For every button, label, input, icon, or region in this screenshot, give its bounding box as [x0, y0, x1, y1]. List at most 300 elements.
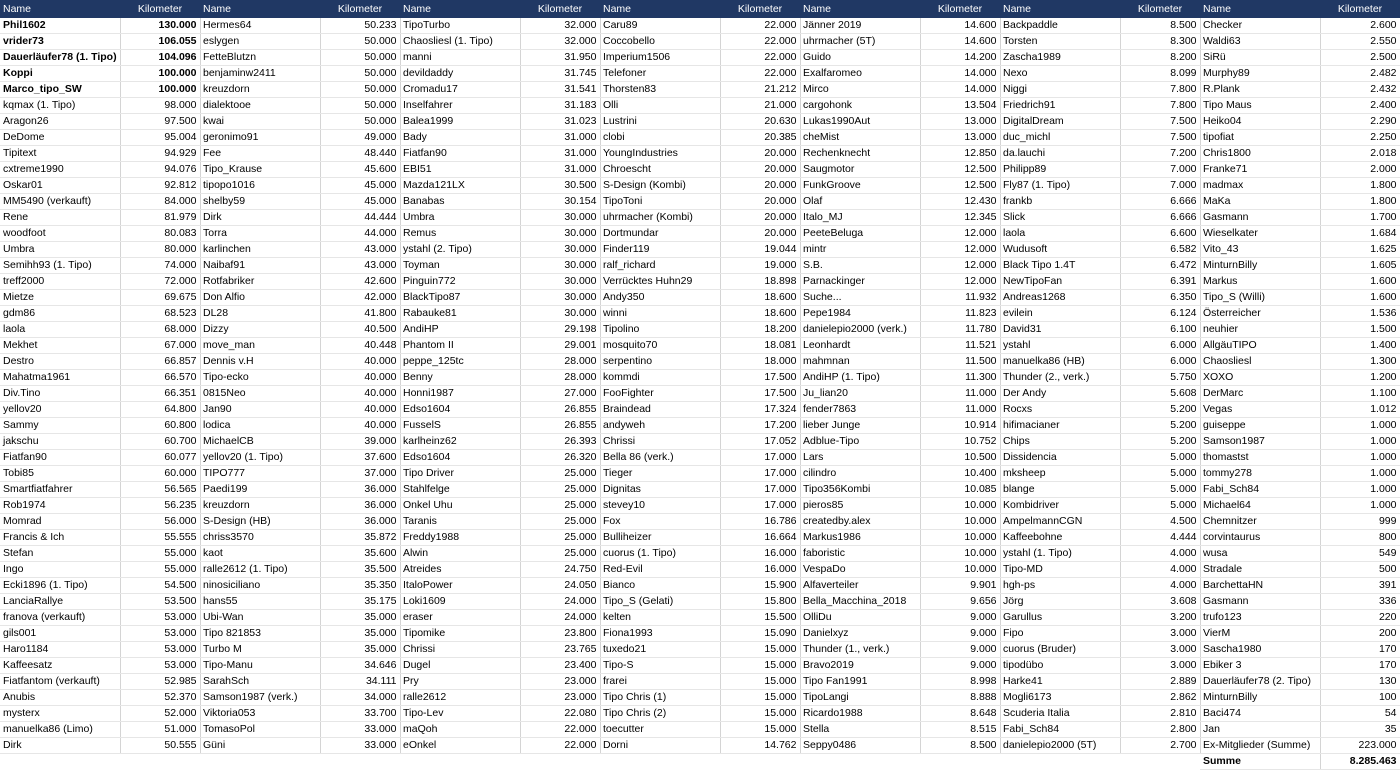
cell-name[interactable]: Dugel	[400, 658, 520, 674]
cell-kilometer[interactable]: 10.000	[920, 530, 1000, 546]
header-kilometer[interactable]: Kilometer	[720, 0, 800, 18]
cell-kilometer[interactable]: 25.000	[520, 466, 600, 482]
cell-name[interactable]: Mirco	[800, 82, 920, 98]
cell-kilometer[interactable]: 8.648	[920, 706, 1000, 722]
cell-kilometer[interactable]: 6.100	[1120, 322, 1200, 338]
cell-kilometer[interactable]: 12.000	[920, 258, 1000, 274]
cell-name[interactable]: VespaDo	[800, 562, 920, 578]
cell-name[interactable]: manuelka86 (Limo)	[0, 722, 120, 738]
cell-name[interactable]: tipopo1016	[200, 178, 320, 194]
cell-kilometer[interactable]: 67.000	[120, 338, 200, 354]
cell-kilometer[interactable]: 23.000	[520, 674, 600, 690]
cell-name[interactable]: Fiatfan90	[0, 450, 120, 466]
cell-name[interactable]: tipodübo	[1000, 658, 1120, 674]
cell-name[interactable]: Bulliheizer	[600, 530, 720, 546]
cell-kilometer[interactable]: 66.857	[120, 354, 200, 370]
cell-name[interactable]: cheMist	[800, 130, 920, 146]
cell-kilometer[interactable]: 50.000	[320, 34, 400, 50]
cell-name[interactable]: maQoh	[400, 722, 520, 738]
cell-kilometer[interactable]: 8.099	[1120, 66, 1200, 82]
cell-name[interactable]: S-Design (HB)	[200, 514, 320, 530]
cell-kilometer[interactable]: 31.745	[520, 66, 600, 82]
cell-kilometer[interactable]: 18.898	[720, 274, 800, 290]
cell-kilometer[interactable]: 1.100	[1320, 386, 1400, 402]
cell-name[interactable]: Rotfabriker	[200, 274, 320, 290]
cell-kilometer[interactable]: 500	[1320, 562, 1400, 578]
cell-kilometer[interactable]: 45.000	[320, 194, 400, 210]
cell-kilometer[interactable]: 25.000	[520, 498, 600, 514]
cell-kilometer[interactable]: 31.541	[520, 82, 600, 98]
cell-name[interactable]: AndiHP	[400, 322, 520, 338]
cell-kilometer[interactable]: 40.000	[320, 354, 400, 370]
header-name[interactable]: Name	[0, 0, 120, 18]
cell-name[interactable]: Stefan	[0, 546, 120, 562]
cell-name[interactable]: Sammy	[0, 418, 120, 434]
cell-kilometer[interactable]: 5.000	[1120, 450, 1200, 466]
cell-kilometer[interactable]: 100.000	[120, 66, 200, 82]
cell-kilometer[interactable]: 50.000	[320, 50, 400, 66]
cell-kilometer[interactable]: 15.000	[720, 642, 800, 658]
cell-kilometer[interactable]: 52.370	[120, 690, 200, 706]
cell-kilometer[interactable]: 23.000	[520, 690, 600, 706]
cell-name[interactable]: gdm86	[0, 306, 120, 322]
cell-kilometer[interactable]: 200	[1320, 626, 1400, 642]
cell-kilometer[interactable]: 12.850	[920, 146, 1000, 162]
cell-name[interactable]: Lars	[800, 450, 920, 466]
cell-kilometer[interactable]: 24.000	[520, 594, 600, 610]
cell-kilometer[interactable]: 549	[1320, 546, 1400, 562]
cell-kilometer[interactable]: 24.050	[520, 578, 600, 594]
cell-name[interactable]: madmax	[1200, 178, 1320, 194]
cell-name[interactable]: Danielxyz	[800, 626, 920, 642]
cell-name[interactable]: TipoLangi	[800, 690, 920, 706]
cell-name[interactable]: Div.Tino	[0, 386, 120, 402]
cell-name[interactable]: Dorni	[600, 738, 720, 754]
cell-name[interactable]: DL28	[200, 306, 320, 322]
cell-name[interactable]: kwai	[200, 114, 320, 130]
cell-kilometer[interactable]: 29.198	[520, 322, 600, 338]
cell-name[interactable]: Mogli6173	[1000, 690, 1120, 706]
cell-kilometer[interactable]: 53.000	[120, 626, 200, 642]
cell-name[interactable]: vrider73	[0, 34, 120, 50]
cell-name[interactable]: S-Design (Kombi)	[600, 178, 720, 194]
cell-kilometer[interactable]: 29.001	[520, 338, 600, 354]
cell-kilometer[interactable]: 42.600	[320, 274, 400, 290]
cell-name[interactable]: Coccobello	[600, 34, 720, 50]
cell-kilometer[interactable]: 40.000	[320, 370, 400, 386]
cell-kilometer[interactable]: 35.175	[320, 594, 400, 610]
header-kilometer[interactable]: Kilometer	[1120, 0, 1200, 18]
cell-name[interactable]: Chris1800	[1200, 146, 1320, 162]
cell-name[interactable]: Banabas	[400, 194, 520, 210]
cell-kilometer[interactable]: 30.000	[520, 258, 600, 274]
cell-kilometer[interactable]: 1.600	[1320, 274, 1400, 290]
cell-kilometer[interactable]: 19.044	[720, 242, 800, 258]
cell-name[interactable]: ninosiciliano	[200, 578, 320, 594]
cell-kilometer[interactable]: 18.200	[720, 322, 800, 338]
cell-name[interactable]: Don Alfio	[200, 290, 320, 306]
cell-kilometer[interactable]: 16.000	[720, 562, 800, 578]
cell-name[interactable]: Dissidencia	[1000, 450, 1120, 466]
cell-name[interactable]: Friedrich91	[1000, 98, 1120, 114]
cell-kilometer[interactable]: 44.444	[320, 210, 400, 226]
cell-name[interactable]: Francis & Ich	[0, 530, 120, 546]
cell-kilometer[interactable]: 84.000	[120, 194, 200, 210]
cell-kilometer[interactable]: 81.979	[120, 210, 200, 226]
cell-name[interactable]: TipoToni	[600, 194, 720, 210]
cell-name[interactable]: Thunder (1., verk.)	[800, 642, 920, 658]
cell-name[interactable]: Jan90	[200, 402, 320, 418]
cell-name[interactable]: Haro1184	[0, 642, 120, 658]
cell-kilometer[interactable]: 50.000	[320, 66, 400, 82]
cell-name[interactable]: Güni	[200, 738, 320, 754]
cell-kilometer[interactable]: 1.400	[1320, 338, 1400, 354]
cell-kilometer[interactable]: 17.200	[720, 418, 800, 434]
cell-kilometer[interactable]: 7.800	[1120, 98, 1200, 114]
cell-name[interactable]: Tipolino	[600, 322, 720, 338]
cell-name[interactable]: Rob1974	[0, 498, 120, 514]
cell-name[interactable]: Dauerläufer78 (1. Tipo)	[0, 50, 120, 66]
cell-name[interactable]: Summe	[1200, 754, 1320, 770]
cell-kilometer[interactable]: 40.000	[320, 402, 400, 418]
cell-kilometer[interactable]: 14.600	[920, 34, 1000, 50]
cell-kilometer[interactable]: 9.000	[920, 626, 1000, 642]
cell-name[interactable]: PeeteBeluga	[800, 226, 920, 242]
cell-name[interactable]: LanciaRallye	[0, 594, 120, 610]
cell-name[interactable]: Destro	[0, 354, 120, 370]
cell-name[interactable]: neuhier	[1200, 322, 1320, 338]
cell-name[interactable]: Chaosliesl (1. Tipo)	[400, 34, 520, 50]
cell-kilometer[interactable]: 14.762	[720, 738, 800, 754]
cell-name[interactable]: shelby59	[200, 194, 320, 210]
cell-kilometer[interactable]: 5.200	[1120, 434, 1200, 450]
cell-name[interactable]: Murphy89	[1200, 66, 1320, 82]
cell-name[interactable]: Michael64	[1200, 498, 1320, 514]
cell-name[interactable]: dialektooe	[200, 98, 320, 114]
cell-kilometer[interactable]: 35.350	[320, 578, 400, 594]
cell-kilometer[interactable]: 8.200	[1120, 50, 1200, 66]
cell-name[interactable]: yellov20 (1. Tipo)	[200, 450, 320, 466]
cell-name[interactable]: Onkel Uhu	[400, 498, 520, 514]
cell-kilometer[interactable]: 25.000	[520, 514, 600, 530]
cell-kilometer[interactable]: 18.000	[720, 354, 800, 370]
cell-name[interactable]: kreuzdorn	[200, 82, 320, 98]
cell-kilometer[interactable]: 28.000	[520, 354, 600, 370]
cell-kilometer[interactable]: 10.000	[920, 562, 1000, 578]
cell-kilometer[interactable]: 33.700	[320, 706, 400, 722]
cell-kilometer[interactable]: 8.500	[920, 738, 1000, 754]
cell-kilometer[interactable]: 1.200	[1320, 370, 1400, 386]
cell-name[interactable]: Bella_Macchina_2018	[800, 594, 920, 610]
cell-name[interactable]: clobi	[600, 130, 720, 146]
cell-name[interactable]: Ju_lian20	[800, 386, 920, 402]
cell-kilometer[interactable]: 33.000	[320, 722, 400, 738]
cell-name[interactable]: Fabi_Sch84	[1000, 722, 1120, 738]
cell-name[interactable]: Ricardo1988	[800, 706, 920, 722]
cell-kilometer[interactable]: 6.000	[1120, 354, 1200, 370]
cell-name[interactable]: Momrad	[0, 514, 120, 530]
cell-name[interactable]: Vegas	[1200, 402, 1320, 418]
cell-name[interactable]: Bravo2019	[800, 658, 920, 674]
cell-kilometer[interactable]: 12.500	[920, 162, 1000, 178]
cell-kilometer[interactable]: 13.504	[920, 98, 1000, 114]
header-kilometer[interactable]: Kilometer	[520, 0, 600, 18]
cell-kilometer[interactable]: 32.000	[520, 34, 600, 50]
cell-name[interactable]: Stradale	[1200, 562, 1320, 578]
cell-name[interactable]: kreuzdorn	[200, 498, 320, 514]
cell-name[interactable]: ralf_richard	[600, 258, 720, 274]
cell-name[interactable]: tipofiat	[1200, 130, 1320, 146]
cell-name[interactable]: peppe_125tc	[400, 354, 520, 370]
cell-kilometer[interactable]: 1.012	[1320, 402, 1400, 418]
cell-kilometer[interactable]: 14.200	[920, 50, 1000, 66]
cell-kilometer[interactable]: 1.500	[1320, 322, 1400, 338]
cell-name[interactable]: Mekhet	[0, 338, 120, 354]
cell-name[interactable]: Inselfahrer	[400, 98, 520, 114]
cell-name[interactable]: AndiHP (1. Tipo)	[800, 370, 920, 386]
cell-kilometer[interactable]: 31.000	[520, 162, 600, 178]
cell-name[interactable]: Gasmann	[1200, 210, 1320, 226]
cell-kilometer[interactable]: 35.500	[320, 562, 400, 578]
cell-name[interactable]: Chrissi	[600, 434, 720, 450]
cell-name[interactable]: cargohonk	[800, 98, 920, 114]
cell-name[interactable]: cuorus (1. Tipo)	[600, 546, 720, 562]
cell-name[interactable]: Franke71	[1200, 162, 1320, 178]
cell-name[interactable]: danielepio2000 (5T)	[1000, 738, 1120, 754]
cell-name[interactable]: Chrissi	[400, 642, 520, 658]
cell-name[interactable]: Koppi	[0, 66, 120, 82]
cell-kilometer[interactable]: 37.000	[320, 466, 400, 482]
cell-name[interactable]: Ecki1896 (1. Tipo)	[0, 578, 120, 594]
cell-kilometer[interactable]: 10.000	[920, 546, 1000, 562]
cell-kilometer[interactable]: 35.000	[320, 610, 400, 626]
cell-kilometer[interactable]: 8.515	[920, 722, 1000, 738]
cell-kilometer[interactable]: 11.500	[920, 354, 1000, 370]
cell-kilometer[interactable]: 5.750	[1120, 370, 1200, 386]
cell-name[interactable]: chriss3570	[200, 530, 320, 546]
cell-name[interactable]: DeDome	[0, 130, 120, 146]
cell-name[interactable]: blange	[1000, 482, 1120, 498]
cell-kilometer[interactable]: 20.000	[720, 162, 800, 178]
header-kilometer[interactable]: Kilometer	[320, 0, 400, 18]
cell-kilometer[interactable]: 39.000	[320, 434, 400, 450]
cell-name[interactable]: Checker	[1200, 18, 1320, 34]
cell-name[interactable]: Fiatfantom (verkauft)	[0, 674, 120, 690]
cell-name[interactable]: danielepio2000 (verk.)	[800, 322, 920, 338]
cell-kilometer[interactable]: 66.570	[120, 370, 200, 386]
cell-kilometer[interactable]: 130	[1320, 674, 1400, 690]
cell-name[interactable]: Tipo_Krause	[200, 162, 320, 178]
cell-kilometer[interactable]: 17.324	[720, 402, 800, 418]
cell-kilometer[interactable]: 54.500	[120, 578, 200, 594]
cell-name[interactable]: Tipo Fan1991	[800, 674, 920, 690]
cell-name[interactable]: Tipo_S (Gelati)	[600, 594, 720, 610]
cell-kilometer[interactable]: 2.250	[1320, 130, 1400, 146]
cell-name[interactable]: eOnkel	[400, 738, 520, 754]
cell-name[interactable]: Jörg	[1000, 594, 1120, 610]
cell-kilometer[interactable]: 6.600	[1120, 226, 1200, 242]
cell-kilometer[interactable]: 12.500	[920, 178, 1000, 194]
cell-name[interactable]: DigitalDream	[1000, 114, 1120, 130]
cell-kilometer[interactable]: 30.000	[520, 306, 600, 322]
cell-kilometer[interactable]: 2.862	[1120, 690, 1200, 706]
cell-kilometer[interactable]: 10.914	[920, 418, 1000, 434]
cell-name[interactable]: Dortmundar	[600, 226, 720, 242]
cell-name[interactable]: guiseppe	[1200, 418, 1320, 434]
cell-name[interactable]: FetteBlutzn	[200, 50, 320, 66]
cell-kilometer[interactable]: 1.605	[1320, 258, 1400, 274]
cell-name[interactable]: Philipp89	[1000, 162, 1120, 178]
cell-name[interactable]: Honni1987	[400, 386, 520, 402]
cell-name[interactable]: Italo_MJ	[800, 210, 920, 226]
cell-name[interactable]: Rabauke81	[400, 306, 520, 322]
cell-kilometer[interactable]: 391	[1320, 578, 1400, 594]
cell-kilometer[interactable]: 20.000	[720, 210, 800, 226]
cell-name[interactable]: BlackTipo87	[400, 290, 520, 306]
cell-name[interactable]: mksheep	[1000, 466, 1120, 482]
cell-name[interactable]: Parnackinger	[800, 274, 920, 290]
cell-name[interactable]: karlheinz62	[400, 434, 520, 450]
cell-name[interactable]: kqmax (1. Tipo)	[0, 98, 120, 114]
cell-kilometer[interactable]: 2.550	[1320, 34, 1400, 50]
cell-name[interactable]: hifimacianer	[1000, 418, 1120, 434]
cell-kilometer[interactable]: 9.000	[920, 610, 1000, 626]
cell-kilometer[interactable]: 50.000	[320, 98, 400, 114]
cell-name[interactable]: Phil1602	[0, 18, 120, 34]
cell-name[interactable]: Scuderia Italia	[1000, 706, 1120, 722]
cell-name[interactable]: Mahatma1961	[0, 370, 120, 386]
cell-kilometer[interactable]: 22.000	[520, 722, 600, 738]
cell-kilometer[interactable]: 26.855	[520, 418, 600, 434]
cell-name[interactable]: wusa	[1200, 546, 1320, 562]
cell-name[interactable]: R.Plank	[1200, 82, 1320, 98]
cell-kilometer[interactable]: 1.684	[1320, 226, 1400, 242]
cell-name[interactable]: EBI51	[400, 162, 520, 178]
cell-kilometer[interactable]: 9.656	[920, 594, 1000, 610]
cell-name[interactable]: Bianco	[600, 578, 720, 594]
cell-kilometer[interactable]: 20.000	[720, 226, 800, 242]
cell-kilometer[interactable]: 25.000	[520, 482, 600, 498]
cell-name[interactable]: Imperium1506	[600, 50, 720, 66]
cell-name[interactable]: Garullus	[1000, 610, 1120, 626]
cell-name[interactable]: Dignitas	[600, 482, 720, 498]
cell-name[interactable]: Tipo-ecko	[200, 370, 320, 386]
cell-kilometer[interactable]: 22.000	[720, 34, 800, 50]
cell-kilometer[interactable]: 17.500	[720, 370, 800, 386]
cell-name[interactable]: Kaffeebohne	[1000, 530, 1120, 546]
cell-kilometer[interactable]: 6.582	[1120, 242, 1200, 258]
cell-kilometer[interactable]: 53.000	[120, 610, 200, 626]
cell-kilometer[interactable]: 12.000	[920, 226, 1000, 242]
cell-kilometer[interactable]: 15.500	[720, 610, 800, 626]
cell-kilometer[interactable]: 31.950	[520, 50, 600, 66]
cell-kilometer[interactable]: 60.700	[120, 434, 200, 450]
cell-kilometer[interactable]: 56.000	[120, 514, 200, 530]
cell-kilometer[interactable]: 1.000	[1320, 466, 1400, 482]
cell-name[interactable]: Red-Evil	[600, 562, 720, 578]
cell-kilometer[interactable]: 17.500	[720, 386, 800, 402]
cell-name[interactable]: cxtreme1990	[0, 162, 120, 178]
cell-kilometer[interactable]: 69.675	[120, 290, 200, 306]
cell-kilometer[interactable]: 60.000	[120, 466, 200, 482]
cell-name[interactable]: Dennis v.H	[200, 354, 320, 370]
cell-name[interactable]: Zascha1989	[1000, 50, 1120, 66]
cell-kilometer[interactable]: 6.391	[1120, 274, 1200, 290]
cell-kilometer[interactable]: 14.000	[920, 66, 1000, 82]
cell-kilometer[interactable]: 5.608	[1120, 386, 1200, 402]
cell-kilometer[interactable]: 50.233	[320, 18, 400, 34]
cell-name[interactable]: NewTipoFan	[1000, 274, 1120, 290]
cell-kilometer[interactable]: 2.800	[1120, 722, 1200, 738]
cell-kilometer[interactable]: 1.000	[1320, 450, 1400, 466]
cell-kilometer[interactable]: 28.000	[520, 370, 600, 386]
cell-kilometer[interactable]: 8.285.463	[1320, 754, 1400, 770]
cell-name[interactable]: Tipo-S	[600, 658, 720, 674]
cell-name[interactable]: FusselS	[400, 418, 520, 434]
cell-name[interactable]: Fox	[600, 514, 720, 530]
cell-kilometer[interactable]: 8.888	[920, 690, 1000, 706]
cell-kilometer[interactable]: 55.000	[120, 546, 200, 562]
cell-name[interactable]: uhrmacher (5T)	[800, 34, 920, 50]
cell-name[interactable]: AllgäuTIPO	[1200, 338, 1320, 354]
cell-name[interactable]: Wieselkater	[1200, 226, 1320, 242]
cell-kilometer[interactable]: 20.000	[720, 146, 800, 162]
cell-name[interactable]: Ebiker 3	[1200, 658, 1320, 674]
cell-kilometer[interactable]: 34.111	[320, 674, 400, 690]
cell-name[interactable]: kaot	[200, 546, 320, 562]
cell-kilometer[interactable]: 104.096	[120, 50, 200, 66]
cell-kilometer[interactable]: 5.000	[1120, 482, 1200, 498]
cell-name[interactable]: createdby.alex	[800, 514, 920, 530]
cell-name[interactable]: Atreides	[400, 562, 520, 578]
cell-kilometer[interactable]: 18.600	[720, 290, 800, 306]
cell-name[interactable]: VierM	[1200, 626, 1320, 642]
cell-name[interactable]: Tipo_S (Willi)	[1200, 290, 1320, 306]
cell-name[interactable]: frankb	[1000, 194, 1120, 210]
cell-name[interactable]: Loki1609	[400, 594, 520, 610]
cell-kilometer[interactable]: 170	[1320, 658, 1400, 674]
cell-name[interactable]: Jänner 2019	[800, 18, 920, 34]
cell-name[interactable]: hgh-ps	[1000, 578, 1120, 594]
cell-name[interactable]: Umbra	[400, 210, 520, 226]
cell-kilometer[interactable]: 6.472	[1120, 258, 1200, 274]
cell-kilometer[interactable]: 56.235	[120, 498, 200, 514]
cell-kilometer[interactable]: 17.000	[720, 498, 800, 514]
cell-name[interactable]: Baci474	[1200, 706, 1320, 722]
cell-kilometer[interactable]: 19.000	[720, 258, 800, 274]
cell-name[interactable]: Black Tipo 1.4T	[1000, 258, 1120, 274]
cell-kilometer[interactable]: 130.000	[120, 18, 200, 34]
cell-kilometer[interactable]: 30.500	[520, 178, 600, 194]
cell-kilometer[interactable]: 26.855	[520, 402, 600, 418]
cell-kilometer[interactable]: 17.000	[720, 482, 800, 498]
cell-kilometer[interactable]: 5.200	[1120, 418, 1200, 434]
cell-name[interactable]: Tipo-Manu	[200, 658, 320, 674]
cell-kilometer[interactable]: 64.800	[120, 402, 200, 418]
cell-kilometer[interactable]: 11.780	[920, 322, 1000, 338]
cell-kilometer[interactable]: 52.000	[120, 706, 200, 722]
cell-name[interactable]: ItaloPower	[400, 578, 520, 594]
cell-kilometer[interactable]: 31.183	[520, 98, 600, 114]
cell-kilometer[interactable]: 12.000	[920, 274, 1000, 290]
cell-name[interactable]: Verrücktes Huhn29	[600, 274, 720, 290]
cell-kilometer[interactable]: 32.000	[520, 18, 600, 34]
cell-name[interactable]: geronimo91	[200, 130, 320, 146]
cell-name[interactable]: Stahlfelge	[400, 482, 520, 498]
cell-kilometer[interactable]: 15.090	[720, 626, 800, 642]
cell-name[interactable]: Markus	[1200, 274, 1320, 290]
cell-kilometer[interactable]: 9.000	[920, 642, 1000, 658]
